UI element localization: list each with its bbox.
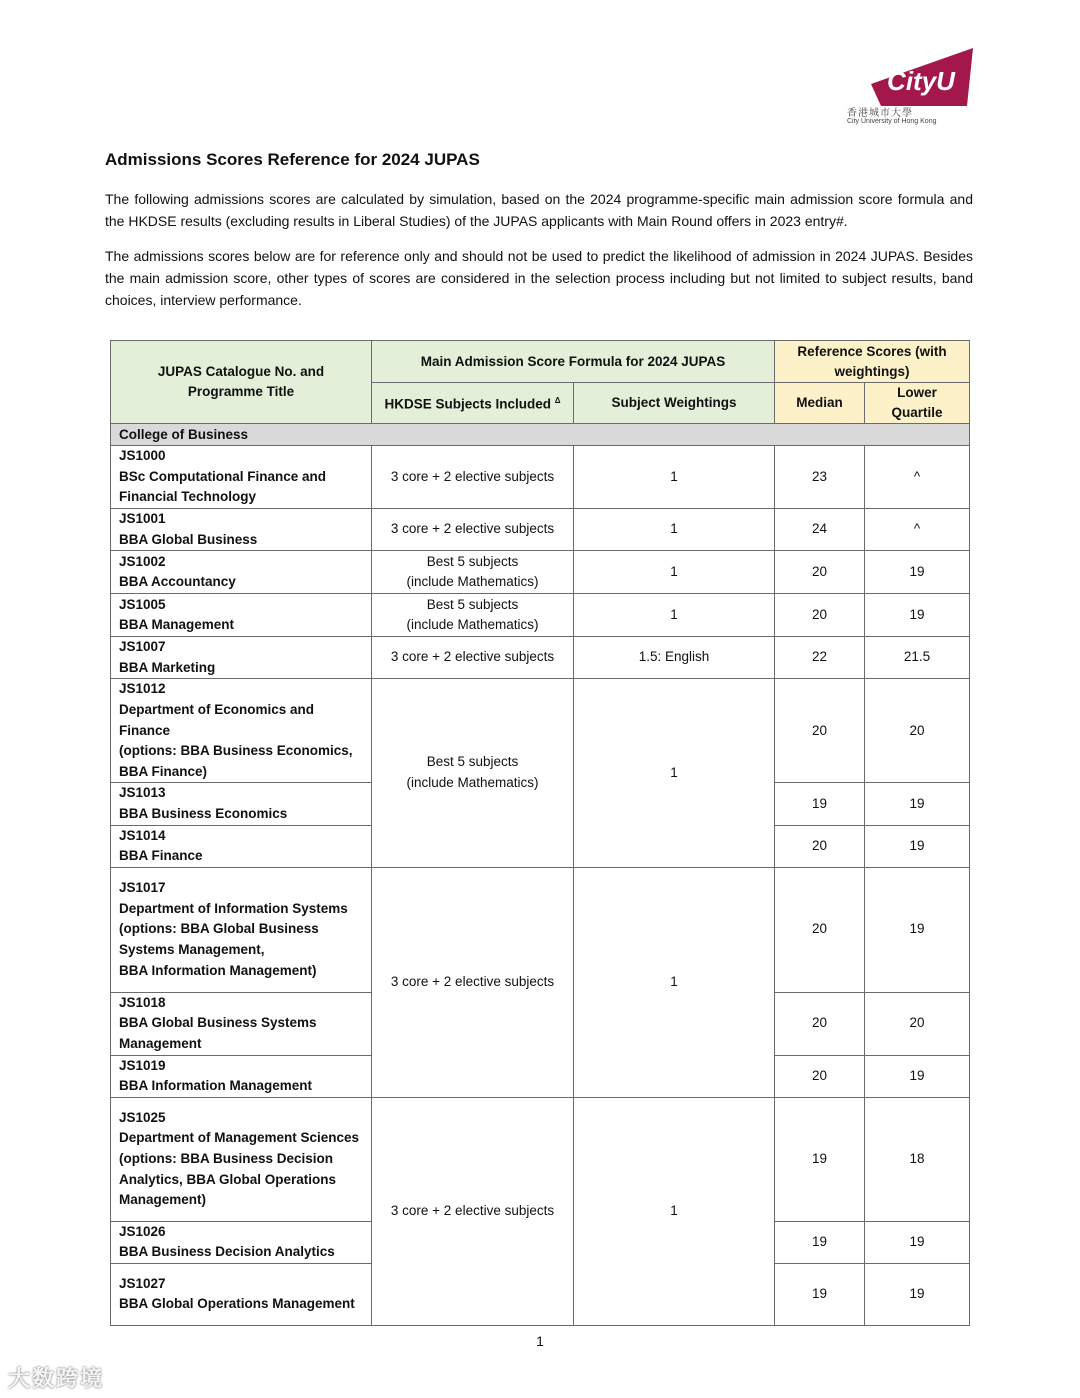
programme-cell	[111, 1221, 372, 1263]
programme-code: JS1018	[119, 994, 166, 1010]
programme-code: JS1027	[119, 1275, 166, 1291]
subjects-note: (include Mathematics)	[406, 574, 539, 590]
programme-cell	[111, 992, 372, 1055]
subjects-cell: 3 core + 2 elective subjects	[372, 637, 574, 679]
college-name: College of Business	[111, 424, 970, 446]
lower-quartile-cell: ^	[865, 509, 970, 551]
median-cell: 20	[775, 867, 865, 992]
programme-code: JS1019	[119, 1057, 166, 1073]
logo-chinese-name: 香港城市大學	[847, 108, 913, 119]
programme-cell	[111, 1263, 372, 1325]
table-row	[111, 867, 970, 992]
programme-cell	[111, 446, 372, 509]
median-cell: 20	[775, 679, 865, 783]
disclaimer-paragraph: The admissions scores below are for reference only and should not be used to predict the likelihood of admission in 2024 JUPAS. Besides the main admission score, other types of scores are considered in the selection process including but not limited to subject results, band choices, interview performance.	[105, 248, 973, 308]
median-cell: 20	[775, 551, 865, 594]
programme-cell	[111, 679, 372, 783]
median-cell: 20	[775, 825, 865, 867]
programme-title: Department of Economics and Finance	[119, 701, 315, 738]
lower-quartile-cell: 19	[865, 825, 970, 867]
weighting-cell: 1	[574, 594, 775, 637]
table-row	[111, 679, 970, 783]
lower-quartile-cell: 19	[865, 1221, 970, 1263]
programme-title: BBA Global Business Systems Management	[119, 1015, 317, 1051]
weighting-cell: 1	[574, 1097, 775, 1325]
subjects-cell: 3 core + 2 elective subjects	[372, 867, 574, 1097]
programme-title: Department of Management Sciences	[119, 1130, 360, 1146]
lower-quartile-cell: 19	[865, 594, 970, 637]
weighting-cell: 1	[574, 867, 775, 1097]
header-reference-scores: Reference Scores (with weightings)	[775, 341, 970, 383]
programme-cell	[111, 825, 372, 867]
subjects-line: Best 5 subjects	[426, 596, 519, 612]
admissions-scores-table	[110, 340, 970, 1326]
programme-title: BBA Business Economics	[119, 805, 288, 821]
median-cell: 19	[775, 783, 865, 825]
median-cell: 20	[775, 992, 865, 1055]
programme-code: JS1025	[119, 1109, 166, 1125]
header-formula: Main Admission Score Formula for 2024 JUPAS	[372, 341, 775, 383]
cityu-logo-mark	[871, 44, 975, 106]
table-row	[111, 551, 970, 594]
header-subjects-included	[372, 383, 574, 424]
lower-quartile-cell: 19	[865, 1055, 970, 1097]
subjects-cell: 3 core + 2 elective subjects	[372, 446, 574, 509]
subjects-note: (include Mathematics)	[406, 617, 539, 633]
lower-quartile-cell: 19	[865, 551, 970, 594]
subjects-cell: 3 core + 2 elective subjects	[372, 509, 574, 551]
programme-title: BBA Global Business	[119, 531, 258, 547]
intro-paragraph: The following admissions scores are calculated by simulation, based on the 2024 programme-specific main admission score formula and the HKDSE results (excluding results in Liberal Studies) of the JUPAS applicants with Main Round offers in 2023 entry#.	[105, 191, 973, 229]
median-cell: 19	[775, 1221, 865, 1263]
subjects-line: Best 5 subjects	[426, 553, 519, 569]
header-subjects-mark: Δ	[554, 396, 561, 406]
subjects-cell: 3 core + 2 elective subjects	[372, 1097, 574, 1325]
programme-options-cont: BBA Information Management)	[119, 962, 317, 978]
lower-quartile-cell: 19	[865, 1263, 970, 1325]
programme-cell	[111, 867, 372, 992]
watermark: 大数跨境	[8, 1366, 105, 1391]
programme-code: JS1012	[119, 681, 166, 697]
programme-cell	[111, 1097, 372, 1221]
programme-code: JS1000	[119, 448, 166, 464]
programme-options: (options: BBA Business Decision Analytics, BBA Global Operations Management)	[119, 1150, 337, 1208]
table-row	[111, 1097, 970, 1221]
programme-code: JS1013	[119, 785, 166, 801]
page-title: Admissions Scores Reference for 2024 JUPAS	[105, 150, 480, 169]
programme-options: (options: BBA Business Economics, BBA Finance)	[119, 743, 353, 779]
median-cell: 23	[775, 446, 865, 509]
programme-cell	[111, 783, 372, 825]
programme-title: BBA Management	[119, 617, 235, 633]
lower-quartile-cell: 19	[865, 783, 970, 825]
programme-code: JS1026	[119, 1223, 166, 1239]
subjects-cell	[372, 679, 574, 867]
lower-quartile-cell: 21.5	[865, 637, 970, 679]
lower-quartile-cell: 20	[865, 992, 970, 1055]
header-median: Median	[775, 383, 865, 424]
median-cell: 19	[775, 1097, 865, 1221]
programme-title: BBA Global Operations Management	[119, 1296, 355, 1312]
weighting-cell: 1.5: English	[574, 637, 775, 679]
median-cell: 20	[775, 1055, 865, 1097]
lower-quartile-cell: ^	[865, 446, 970, 509]
programme-title: BBA Finance	[119, 848, 203, 864]
weighting-cell: 1	[574, 679, 775, 867]
subjects-cell	[372, 551, 574, 594]
programme-cell	[111, 509, 372, 551]
header-programme: JUPAS Catalogue No. and Programme Title	[111, 341, 372, 424]
lower-quartile-cell: 19	[865, 867, 970, 992]
programme-code: JS1017	[119, 880, 166, 896]
table-row	[111, 594, 970, 637]
programme-code: JS1001	[119, 511, 166, 526]
programme-code: JS1005	[119, 596, 166, 612]
logo-english-name: City University of Hong Kong	[847, 118, 937, 125]
weighting-cell: 1	[574, 509, 775, 551]
programme-code: JS1007	[119, 639, 166, 655]
programme-title: Department of Information Systems	[119, 900, 348, 916]
median-cell: 22	[775, 637, 865, 679]
subjects-note: (include Mathematics)	[406, 775, 539, 791]
programme-code: JS1002	[119, 553, 166, 569]
programme-code: JS1014	[119, 827, 166, 843]
median-cell: 19	[775, 1263, 865, 1325]
lower-quartile-cell: 18	[865, 1097, 970, 1221]
table-row	[111, 446, 970, 509]
subjects-cell	[372, 594, 574, 637]
logo-wordmark: CityU	[887, 66, 955, 96]
programme-title: BSc Computational Finance and Financial Technology	[119, 468, 327, 505]
programme-cell	[111, 551, 372, 594]
header-lower-quartile: Lower Quartile	[865, 383, 970, 424]
college-row	[111, 424, 970, 446]
subjects-line: Best 5 subjects	[426, 754, 519, 770]
weighting-cell: 1	[574, 551, 775, 594]
programme-options: (options: BBA Global Business Systems Management,	[119, 921, 319, 958]
programme-title: BBA Accountancy	[119, 574, 236, 590]
cityu-logo	[843, 44, 978, 130]
lower-quartile-cell: 20	[865, 679, 970, 783]
programme-title: BBA Information Management	[119, 1078, 313, 1094]
table-row	[111, 637, 970, 679]
weighting-cell: 1	[574, 446, 775, 509]
programme-cell	[111, 594, 372, 637]
median-cell: 20	[775, 594, 865, 637]
header-subjects-label: HKDSE Subjects Included	[384, 396, 551, 412]
page-number: 1	[536, 1333, 544, 1349]
programme-cell	[111, 1055, 372, 1097]
programme-title: BBA Business Decision Analytics	[119, 1244, 335, 1260]
header-subject-weightings: Subject Weightings	[574, 383, 775, 424]
programme-cell	[111, 637, 372, 679]
programme-title: BBA Marketing	[119, 659, 216, 675]
median-cell: 24	[775, 509, 865, 551]
table-row	[111, 509, 970, 551]
